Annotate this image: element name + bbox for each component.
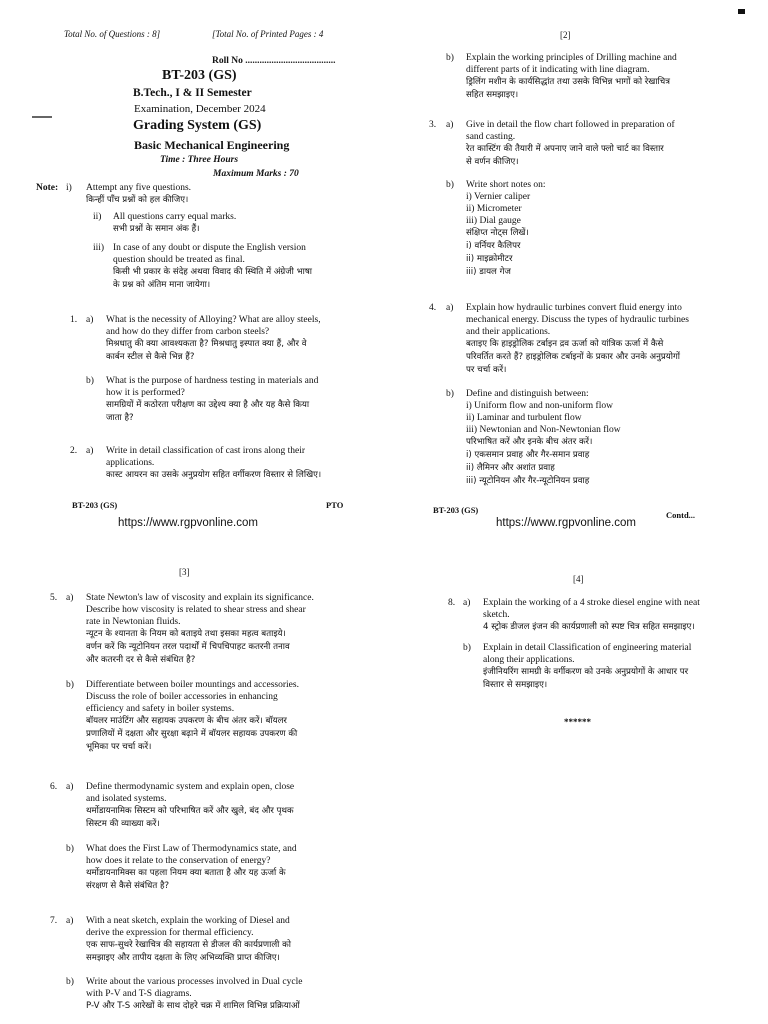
question-7b — [66, 976, 384, 1013]
question-hi: थर्मोडायनामिक सिस्टम को परिभाषित करें और खुले, बंद और पृथक — [86, 806, 294, 816]
note-en: Attempt any five questions. — [86, 183, 192, 193]
time: Time : Three Hours — [160, 155, 239, 165]
note-iii — [63, 242, 363, 292]
question-hi: सामग्रियों में कठोरता परीक्षण का उद्देश्य क्या है और यह कैसे किया — [106, 400, 310, 410]
question-hi: इंजीनियरिंग सामग्री के वर्गीकरण को उनके अनुप्रयोगों के आधार पर — [483, 667, 689, 677]
question-hi: से वर्णन कीजिए। — [466, 157, 519, 167]
part-label: b) — [66, 844, 74, 854]
question-en: and isolated systems. — [86, 794, 167, 804]
page-number: [2] — [560, 30, 571, 40]
part-label: b) — [66, 680, 74, 690]
question-hi: वर्णन करें कि न्यूटोनियन तरल पदार्थों में चिपचिपाहट कतरनी तनाव — [86, 642, 290, 652]
footer-pto: PTO — [326, 500, 344, 510]
question-en: iii) Dial gauge — [466, 216, 521, 226]
question-2a — [86, 445, 376, 482]
question-hi: iii) न्यूटोनियन और गैर-न्यूटोनियन प्रवाह — [466, 476, 590, 486]
question-en: i) Uniform flow and non-uniform flow — [466, 401, 613, 411]
part-label: b) — [446, 53, 454, 63]
question-hi: i) एकसमान प्रवाह और गैर-समान प्रवाह — [466, 450, 590, 460]
part-label: b) — [446, 180, 454, 190]
question-en: Explain the working principles of Drilling machine and — [466, 53, 677, 63]
question-hi: मिश्रधातु की क्या आवश्यकता है? मिश्रधातु इस्पात क्या हैं, और वे — [106, 339, 307, 349]
paper-code: BT-203 (GS) — [162, 68, 237, 83]
question-en: i) Vernier caliper — [466, 192, 531, 202]
question-en: Explain in detail Classification of engineering material — [483, 643, 692, 653]
q4-number: 4. — [429, 303, 437, 313]
q7-number: 7. — [50, 916, 58, 926]
part-label: a) — [446, 120, 454, 130]
question-hi: 4 स्ट्रोक डीजल इंजन की कार्यप्रणाली को स्पष्ट चित्र सहित समझाइए। — [483, 622, 695, 632]
note-i — [66, 182, 356, 207]
question-en: What is the purpose of hardness testing in materials and — [106, 376, 319, 386]
part-label: a) — [86, 315, 94, 325]
question-hi: बताइए कि हाइड्रोलिक टर्बाइन द्रव ऊर्जा को यांत्रिक ऊर्जा में कैसे — [466, 339, 664, 349]
question-en: Define and distinguish between: — [466, 389, 589, 399]
question-hi: कास्ट आयरन का उसके अनुप्रयोग सहित वर्गीकरण विस्तार से लिखिए। — [106, 470, 322, 480]
site-url[interactable]: https://www.rgpvonline.com — [118, 517, 258, 529]
question-en: and their applications. — [466, 327, 551, 337]
question-hi: न्यूटन के श्यानता के नियम को बताइये तथा इसका महत्व बताइये। — [86, 629, 286, 639]
note-hi: किन्हीं पाँच प्रश्नों को हल कीजिए। — [86, 195, 189, 205]
question-6b — [66, 843, 384, 893]
question-hi: रेत कास्टिंग की तैयारी में अपनाए जाने वाले फ्लो चार्ट का विस्तार — [466, 144, 664, 154]
question-en: Write about the various processes involved in Dual cycle — [86, 977, 303, 987]
question-hi: संक्षिप्त नोट्स लिखें। — [466, 228, 529, 238]
question-en: ii) Laminar and turbulent flow — [466, 413, 582, 423]
question-hi: और कतरनी दर से कैसे संबंधित है? — [86, 655, 196, 665]
question-hi: ड्रिलिंग मशीन के कार्यसिद्धांत तथा उसके विभिन्न भागों को रेखाचित्र — [466, 77, 670, 87]
question-hi: विस्तार से समझाइए। — [483, 680, 548, 690]
footer-code: BT-203 (GS) — [433, 505, 479, 515]
part-label: a) — [66, 916, 74, 926]
question-hi: iii) डायल गेज — [466, 267, 511, 277]
question-hi: जाता है? — [106, 413, 134, 423]
subject-title: Basic Mechanical Engineering — [134, 138, 290, 152]
note-num: ii) — [93, 212, 102, 222]
footer-code: BT-203 (GS) — [72, 500, 118, 510]
question-en: applications. — [106, 458, 155, 468]
note-hi: के प्रश्न को अंतिम माना जायेगा। — [113, 280, 211, 290]
question-en: ii) Micrometer — [466, 204, 522, 214]
question-en: how it is performed? — [106, 388, 185, 398]
page-3 — [0, 540, 384, 1024]
question-3a — [446, 119, 756, 169]
question-hi: परिवर्तित करते हैं? हाइड्रोलिक टर्बाइनों के प्रकार और उनके अनुप्रयोगों — [466, 352, 681, 362]
question-hi: भूमिका पर चर्चा करें। — [86, 742, 152, 752]
note-label: Note: — [36, 183, 59, 193]
page-4 — [384, 540, 768, 1024]
part-label: b) — [463, 643, 471, 653]
question-hi: बॉयलर माउंटिंग और सहायक उपकरण के बीच अंतर करें। बॉयलर — [86, 716, 287, 726]
part-label: a) — [446, 303, 454, 313]
question-en: mechanical energy. Discuss the types of hydraulic turbines — [466, 315, 689, 325]
question-en: State Newton's law of viscosity and explain its significance. — [86, 593, 314, 603]
exam-session: Examination, December 2024 — [134, 103, 266, 115]
question-en: Write short notes on: — [466, 180, 546, 190]
q1-number: 1. — [70, 315, 78, 325]
site-url[interactable]: https://www.rgpvonline.com — [496, 517, 636, 529]
question-hi: कार्बन स्टील से कैसे भिन्न हैं? — [106, 352, 195, 362]
question-6a — [66, 781, 384, 831]
note-en: All questions carry equal marks. — [113, 212, 237, 222]
question-hi: सिस्टम की व्याख्या करें। — [86, 819, 160, 829]
q8-number: 8. — [448, 598, 456, 608]
part-label: a) — [66, 593, 74, 603]
question-en: sand casting. — [466, 132, 516, 142]
note-hi: सभी प्रश्नों के समान अंक हैं। — [113, 224, 200, 234]
q3-number: 3. — [429, 120, 437, 130]
note-en: question should be treated as final. — [113, 255, 245, 265]
question-en: Give in detail the flow chart followed in preparation of — [466, 120, 675, 130]
question-5a — [66, 592, 384, 667]
scan-artifact-mark — [32, 116, 52, 118]
part-label: b) — [66, 977, 74, 987]
question-8a — [463, 597, 763, 634]
grading-system: Grading System (GS) — [133, 118, 262, 133]
question-hi: संरक्षण से कैसे संबंधित है? — [86, 881, 170, 891]
question-4a — [446, 302, 756, 377]
question-en: Differentiate between boiler mountings and accessories. — [86, 680, 299, 690]
question-hi: समझाइए और तापीय दक्षता के लिए अभिव्यक्ति प्राप्त कीजिए। — [86, 953, 280, 963]
page-1 — [0, 0, 384, 540]
question-en: different parts of it indicating with line diagram. — [466, 65, 650, 75]
question-en: Explain the working of a 4 stroke diesel engine with neat — [483, 598, 700, 608]
page-number: [3] — [179, 567, 190, 577]
note-num: iii) — [93, 243, 105, 253]
question-hi: थर्मोडायनामिक्स का पहला नियम क्या बताता है और यह ऊर्जा के — [86, 868, 286, 878]
question-hi: P-V और T-S आरेखों के साथ दोहरे चक्र में शामिल विभिन्न प्रक्रियाओं — [86, 1001, 300, 1011]
note-ii — [63, 211, 353, 236]
question-1a — [86, 314, 376, 364]
question-hi: परिभाषित करें और इनके बीच अंतर करें। — [466, 437, 593, 447]
question-hi: पर चर्चा करें। — [466, 365, 507, 375]
page-number: [4] — [573, 574, 584, 584]
roll-no: Roll No ...................................... — [212, 56, 336, 66]
part-label: b) — [86, 376, 94, 386]
question-hi: प्रणालियों में दक्षता और सुरक्षा बढ़ाने में बॉयलर सहायक उपकरण की — [86, 729, 298, 739]
q6-number: 6. — [50, 782, 58, 792]
question-2b — [446, 52, 756, 102]
question-hi: ii) माइक्रोमीटर — [466, 254, 513, 264]
question-7a — [66, 915, 384, 965]
max-marks: Maximum Marks : 70 — [213, 169, 299, 179]
question-hi: एक साफ-सुथरे रेखाचित्र की सहायता से डीजल की कार्यप्रणाली को — [86, 940, 291, 950]
program: B.Tech., I & II Semester — [133, 87, 252, 99]
part-label: a) — [66, 782, 74, 792]
question-en: how does it relate to the conservation of energy? — [86, 856, 271, 866]
question-en: sketch. — [483, 610, 510, 620]
question-en: Discuss the role of boiler accessories in enhancing — [86, 692, 278, 702]
question-en: iii) Newtonian and Non-Newtonian flow — [466, 425, 621, 435]
question-en: What does the First Law of Thermodynamics state, and — [86, 844, 297, 854]
part-label: b) — [446, 389, 454, 399]
page-2 — [384, 0, 768, 540]
question-en: Explain how hydraulic turbines convert fluid energy into — [466, 303, 682, 313]
question-en: rate in Newtonian fluids. — [86, 617, 181, 627]
question-en: Write in detail classification of cast irons along their — [106, 446, 306, 456]
question-en: Define thermodynamic system and explain open, close — [86, 782, 295, 792]
q5-number: 5. — [50, 593, 58, 603]
q2-number: 2. — [70, 446, 78, 456]
question-hi: i) वर्नियर कैलिपर — [466, 241, 521, 251]
question-4b — [446, 388, 756, 488]
end-mark: ****** — [564, 717, 591, 727]
note-hi: किसी भी प्रकार के संदेह अथवा विवाद की स्थिति में अंग्रेजी भाषा — [113, 267, 313, 277]
question-en: Describe how viscosity is related to shear stress and shear — [86, 605, 306, 615]
question-en: What is the necessity of Alloying? What are alloy steels, — [106, 315, 321, 325]
question-8b — [463, 642, 763, 692]
question-en: with P-V and T-S diagrams. — [86, 989, 192, 999]
question-hi: सहित समझाइए। — [466, 90, 519, 100]
note-num: i) — [66, 183, 72, 193]
question-en: and how do they differ from carbon steels? — [106, 327, 270, 337]
note-en: In case of any doubt or dispute the English version — [113, 243, 306, 253]
part-label: a) — [86, 446, 94, 456]
question-en: along their applications. — [483, 655, 575, 665]
total-pages: [Total No. of Printed Pages : 4 — [212, 29, 324, 39]
question-5b — [66, 679, 384, 754]
scan-artifact-mark — [738, 9, 745, 14]
question-en: With a neat sketch, explain the working of Diesel and — [86, 916, 290, 926]
question-3b — [446, 179, 756, 279]
total-questions: Total No. of Questions : 8] — [64, 29, 161, 39]
part-label: a) — [463, 598, 471, 608]
question-hi: ii) लैमिनर और अशांत प्रवाह — [466, 463, 555, 473]
question-1b — [86, 375, 376, 425]
question-en: derive the expression for thermal efficiency. — [86, 928, 254, 938]
question-en: efficiency and safety in boiler systems. — [86, 704, 235, 714]
footer-contd: Contd... — [666, 510, 696, 520]
